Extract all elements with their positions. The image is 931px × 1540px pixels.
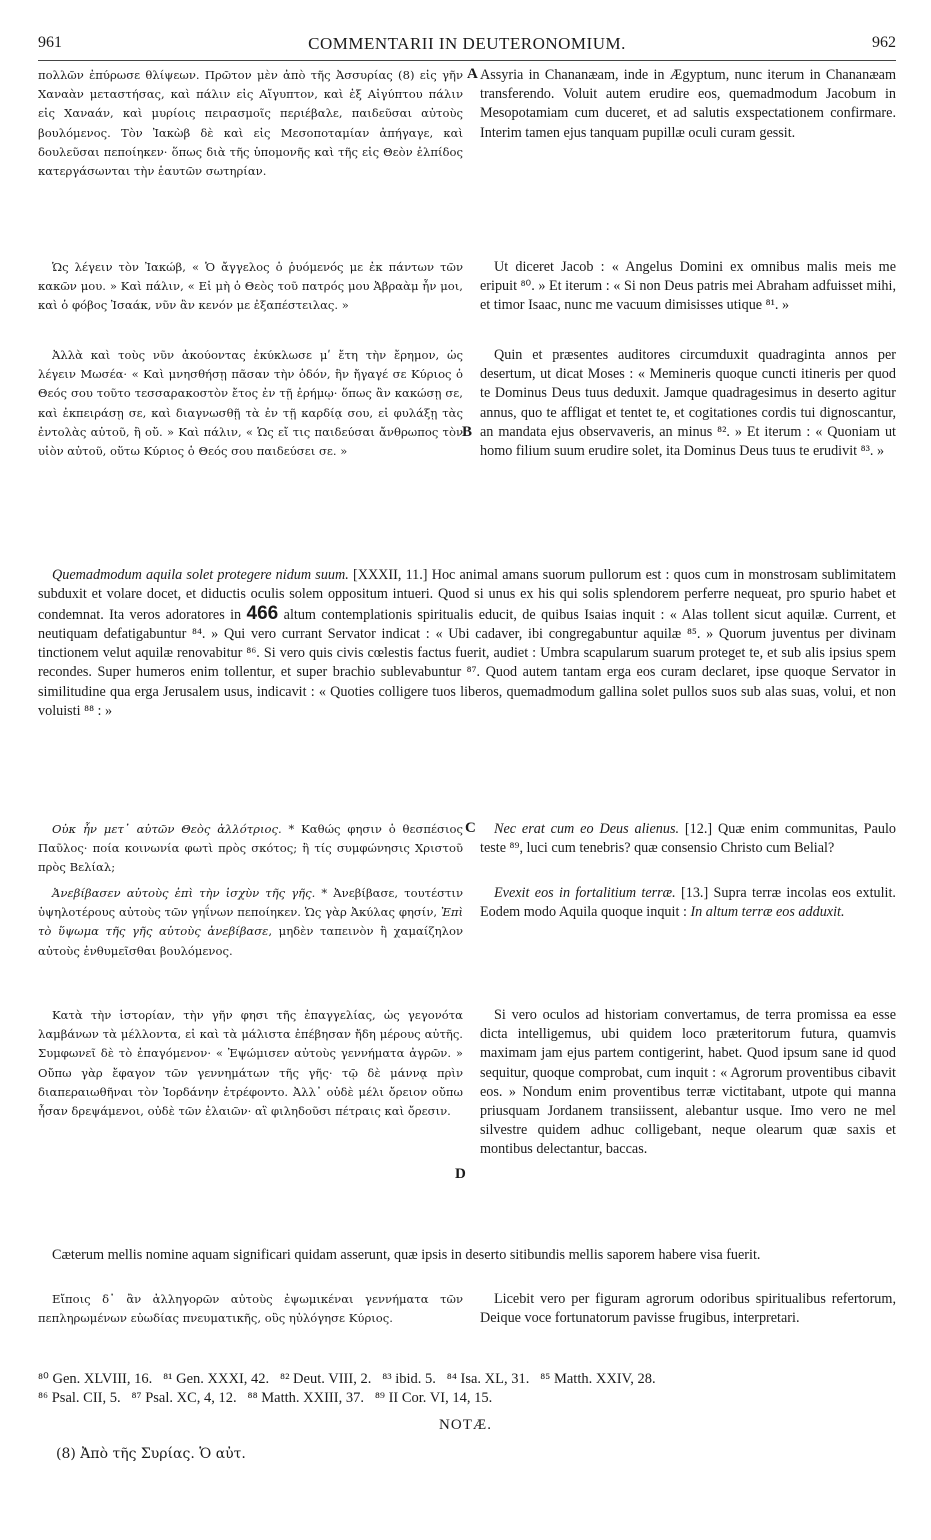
margin-marker-d: D — [455, 1166, 466, 1182]
margin-marker-a: A — [467, 66, 478, 82]
greek-paragraph-6: Κατὰ τὴν ἱστορίαν, τὴν γῆν φησι τῆς ἐπαγγελίας, ὡς γεγονότα λαμβάνων τὰ μέλλοντα, εἰ καὶ τὰ μάλιστα ἐπέβησαν ἤδη μέρους αὐτῆς. Συμφωνεῖ δὲ τὸ ἐπαγόμενον· « Ἐψώμισεν αὐτοὺς γεννήματα ἀγρῶν. » Οὔπω γὰρ ἔφαγον τῶν γεννημάτων τῆς γῆς· τῷ δὲ μάννᾳ πρὶν διαπεραιωθῆναι τὸν Ἰορδάνην ἐτρέφοντο. Ἀλλ᾽ οὐδὲ μέλι ὄρειον οὔπω ἦσαν δρεψάμενοι, οὐδὲ τῶν ἐλαιῶν· αἳ φιληδοῦσι πέτραις καὶ ὄρεσιν. — [38, 1008, 463, 1119]
margin-marker-b: B — [462, 424, 473, 440]
latin-paragraph-6: Si vero oculos ad historiam convertamus, de terra promissa ea esse dicta intelligemus, ubi quidem loco præteritorum futura, quamvis maximam jam ejus partem contigerint, habet. Quod ipsum sane id quod sequitur, quoque comprobat, cum inquit : « Agrorum proventibus cibavit eos. » Nondum enim proventibus terræ victitabant, utpote qui manna priusquam Jordanem transiissent, alebantur usque. Imo vero ne mel silvestre quidem adhuc colligebant, neque olearum quæ saxis et montibus delectantur, baccas. — [480, 1007, 896, 1158]
margin-marker-c: C — [465, 820, 476, 836]
greek-paragraph-7: Εἴποις δ᾽ ἂν ἀλληγορῶν αὐτοὺς ἐψωμικέναι γεννήματα τῶν πεπληρωμένων εὐωδίας πνευματικῆς, οὓς ηὐλόγησε Κύριος. — [38, 1292, 463, 1326]
page-number-right: 962 — [872, 34, 896, 51]
greek-paragraph-2: Ὡς λέγειν τὸν Ἰακώβ, « Ὁ ἄγγελος ὁ ῥυόμενός με ἐκ πάντων τῶν κακῶν μου. » Καὶ πάλιν, « Εἰ μὴ ὁ Θεὸς τοῦ πατρός μου Ἀβραὰμ ἦν μοι, καὶ ὁ φόβος Ἰσαάκ, νῦν ἂν κενόν με ἐξαπέστειλας. » — [38, 260, 463, 313]
page-number-left: 961 — [38, 34, 62, 51]
greek-paragraph-4: Οὐκ ἦν μετ᾽ αὐτῶν Θεὸς ἀλλότριος. * Καθώς φησιν ὁ θεσπέσιος Παῦλος· ποία κοινωνία φωτὶ πρὸς σκότος; ἢ τίς συμφώνησις Χριστοῦ πρὸς Βελίαλ; — [38, 822, 463, 875]
latin-paragraph-3: Quin et præsentes auditores circumduxit quadraginta annos per desertum, ut dicat Moses : « Memineris quoque cuncti itineris per quod te Dominus Deus tuus deduxit. Jamque quadragesimus in deserto agitur annus, quo te affligat et tentet te, et cogitationes cordis tui dignoscantur, an mandata ejus observaveris, an minus ⁸². » Et iterum : « Quoniam ut homo filium suum erudire solet, ita Dominus Deus tuus te erudivit ⁸³. » — [480, 347, 896, 460]
footnotes — [38, 1370, 896, 1408]
latin-lemma-5: Evexit eos in fortalitium terræ. — [494, 885, 676, 901]
footnotes-line-2: ⁸⁶ Psal. CII, 5. ⁸⁷ Psal. XC, 4, 12. ⁸⁸ Matth. XXIII, 37. ⁸⁹ II Cor. VI, 14, 15. — [38, 1390, 493, 1406]
running-title: COMMENTARII IN DEUTERONOMIUM. — [308, 34, 626, 53]
latin-paragraph-7: Licebit vero per figuram agrorum odoribus spiritualibus refertorum, Deique voce fortunatorum pavisse frugibus, interpretari. — [480, 1291, 896, 1327]
footnotes-line-1: ⁸⁰ Gen. XLVIII, 16. ⁸¹ Gen. XXXI, 42. ⁸² Deut. VIII, 2. ⁸³ ibid. 5. ⁸⁴ Isa. XL, 31. ⁸⁵ Matth. XXIV, 28. — [38, 1371, 656, 1387]
greek-paragraph-5: Ἀνεβίβασεν αὐτοὺς ἐπὶ τὴν ἰσχὺν τῆς γῆς. * Ἀνεβίβασε, τουτέστιν ὑψηλοτέρους αὐτοὺς τῶν γηΐνων πεποίηκεν. Ὡς γὰρ Ἀκύλας φησίν, Ἐπὶ τὸ ὕψωμα τῆς γῆς αὐτοὺς ἀνεβίβασε, μηδὲν ταπεινὸν ἢ χαμαίζηλον αὐτοὺς ἐνθυμεῖσθαι βουλόμενος. — [38, 886, 464, 958]
latin-paragraph-2: Ut diceret Jacob : « Angelus Domini ex omnibus malis meis me eripuit ⁸⁰. » Et iterum : « Si non Deus patris mei Abraham adfuisset mihi, et timor Isaac, nunc me vacuum dimisisses utique ⁸¹. » — [480, 259, 896, 314]
latin-paragraph-4: Nec erat cum eo Deus alienus. [12.] Quæ enim communitas, Paulo teste ⁸⁹, luci cum tenebris? quæ consensio Christo cum Belial? — [480, 821, 897, 857]
note-8: (8) Ἀπὸ τῆς Συρίας. Ὁ αὐτ. — [56, 1446, 246, 1462]
notae-heading: NOTÆ. — [439, 1417, 492, 1433]
verse-reference: [XXXII, 11.] — [352, 567, 428, 583]
original-page-mark: 466 — [246, 603, 279, 625]
greek-paragraph-1: πολλῶν ἐπύρωσε θλίψεων. Πρῶτον μὲν ἀπὸ τῆς Ἀσσυρίας (8) εἰς γῆν Χαναὰν μεταστήσας, καὶ πάλιν εἰς Αἴγυπτον, καὶ ἐξ Αἰγύπτου πάλιν εἰς Χαναάν, καὶ μυρίοις πειρασμοῖς περιέβαλε, παιδεῦσαι αὐτοὺς βουλόμενος. Τὸν Ἰακὼβ δὲ καὶ εἰς Μεσοποταμίαν ἀπήγαγε, καὶ δουλεῦσαι πεποίηκεν· ὅπως διὰ τῆς ὑπομονῆς καὶ τῆς εἰς Θεὸν ἐλπίδος κατεργάσωνται τὴν ἑαυτῶν σωτηρίαν. — [38, 68, 463, 179]
greek-lemma-5: Ἀνεβίβασεν αὐτοὺς ἐπὶ τὴν ἰσχὺν τῆς γῆς. — [52, 886, 316, 900]
running-header — [38, 34, 896, 61]
aquila-quote-latin: In altum terræ eos adduxit. — [690, 904, 845, 921]
latin-paragraph-5: Evexit eos in fortalitium terræ. [13.] Supra terræ incolas eos extulit. Eodem modo Aquila quoque inquit : In altum terræ eos adduxit. — [480, 885, 896, 921]
aquila-quote-greek: Ἐπὶ τὸ ὕψωμα τῆς γῆς αὐτοὺς ἀνεβίβασε — [38, 905, 464, 939]
greek-paragraph-3: Ἀλλὰ καὶ τοὺς νῦν ἀκούοντας ἐκύκλωσε μʹ ἔτη τὴν ἔρημον, ὡς λέγειν Μωσέα· « Καὶ μνησθήσῃ πᾶσαν τὴν ὁδόν, ἣν ἤγαγέ σε Κύριος ὁ Θεός σου τοῦτο τεσσαρακοστὸν ἔτος ἐν τῇ ἐρήμῳ· ὅπως ἂν κακώσῃ σε, καὶ ἐκπειράσῃ σε, καὶ διαγνωσθῇ τὰ ἐν τῇ καρδίᾳ σου, εἰ φυλάξῃ τὰς ἐντολὰς αὐτοῦ, ἢ οὔ. » Καὶ πάλιν, « Ὡς εἴ τις παιδεύσαι ἄνθρωπος τὸν υἱὸν αὐτοῦ, οὕτω Κύριος ὁ Θεός σου παιδεύσει σε. » — [38, 348, 463, 459]
lemma-quemadmodum: Quemadmodum aquila solet protegere nidum suum. — [52, 567, 349, 583]
greek-lemma-4: Οὐκ ἦν μετ᾽ αὐτῶν Θεὸς ἀλλότριος. — [52, 822, 282, 836]
full-width-commentary-1: Quemadmodum aquila solet protegere nidum suum. [XXXII, 11.] Hoc animal amans suorum pullorum est : quos cum in monstrosam sublimitatem subduxit et volare docet, et diductis oculis solem oppositum intueri. Quod si unus ex his qui solis splendorem perferre nequeat, pro spurio habet et condemnat. Ita veros adoratores in 466 altum contemplationis spiritualis educit, de quibus Isaias inquit : « Alas tollent sicut aquilæ. Current, et neutiquam defatigabuntur ⁸⁴. » Qui vero currant Servator indicat : « Ubi cadaver, ibi congregabuntur aquilæ ⁸⁵. » Quorum juventus per divinam tinctionem velut aquilæ renovabitur ⁸⁶. Si vero quis civis cœlestis factus fuerit, audiet : Umbra scapularum suarum proteget te, et sub alis ipsius spem recondes. Super humeros enim tollentur, et super brachio sublevabuntur ⁸⁷. Quod autem tantam erga eos curam declaret, ipse quoque Servator in similitudine qua erga Jerusalem usus, indicavit : « Quoties colligere tuos liberos, quemadmodum gallina solet pullos suos sub alas suas, volui, et non voluisti ⁸⁸ : » — [38, 567, 896, 719]
latin-lemma-4: Nec erat cum eo Deus alienus. — [494, 821, 680, 837]
full-width-commentary-2: Cæterum mellis nomine aquam significari quidam asserunt, quæ ipsis in deserto sitibundis mellis saporem habere visa fuerit. — [52, 1247, 761, 1263]
latin-paragraph-1: Assyria in Chananæam, inde in Ægyptum, nunc iterum in Chananæam transferendo. Voluit autem erudire eos, quemadmodum Jacobum in Mesopotamiam cum duceret, et ad salutis exspectationem confirmare. Interim tamen ejus tanquam pupillæ oculi curam gessit. — [480, 67, 896, 141]
